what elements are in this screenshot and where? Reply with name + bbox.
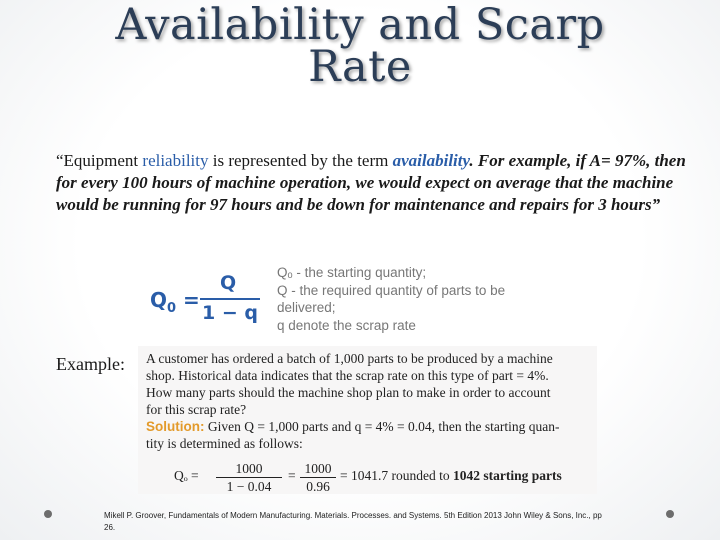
definition-line: Qₒ - the starting quantity; bbox=[277, 265, 427, 280]
formula-numerator: Q bbox=[220, 272, 237, 294]
problem-line: for this scrap rate? bbox=[146, 402, 247, 417]
calc-fraction-1-denominator: 1 − 0.04 bbox=[216, 477, 282, 495]
calc-result bbox=[340, 467, 562, 484]
example-image bbox=[138, 346, 597, 494]
definition-line: Q - the required quantity of parts to be bbox=[277, 282, 506, 298]
solution-calculation bbox=[146, 460, 594, 494]
calc-fraction-1 bbox=[216, 460, 282, 495]
quote-open: “Equipment bbox=[56, 151, 143, 170]
calc-fraction-2-numerator: 1000 bbox=[304, 461, 332, 476]
formula-equals: = bbox=[183, 288, 200, 312]
definition-line: delivered; bbox=[277, 300, 336, 315]
bullet-right-icon bbox=[666, 510, 674, 518]
calc-lhs: Qₒ = bbox=[174, 468, 199, 483]
calc-equals: = bbox=[288, 468, 296, 483]
definition-line: q denote the scrap rate bbox=[277, 317, 416, 333]
calc-result-plain: = 1041.7 rounded to bbox=[340, 468, 453, 483]
slide-title bbox=[0, 0, 720, 92]
formula-lhs bbox=[150, 288, 200, 316]
solution-label: Solution: bbox=[146, 419, 205, 434]
citation: Mikell P. Groover, Fundamentals of Modern Manufacturing. Materials. Processes. and Systems. 5th Edition 2013 John Wiley & Sons, Inc., pp 26. bbox=[104, 511, 602, 532]
quote-rest: . For example, if A= 97%, then for every 100 hours of machine operation, we would expect on average that the machine would be running for 97 hours and be down for maintenance and repairs for 3 hours” bbox=[56, 151, 686, 214]
problem-line: A customer has ordered a batch of 1,000 parts to be produced by a machine bbox=[146, 351, 553, 366]
formula-denominator: 1 − q bbox=[202, 302, 258, 324]
calc-result-bold: 1042 starting parts bbox=[452, 468, 562, 483]
formula-lhs-symbol: Q bbox=[150, 288, 168, 312]
scrap-formula bbox=[150, 272, 260, 326]
title-line-1: Availability and Scarp bbox=[115, 0, 605, 50]
problem-line: How many parts should the machine shop plan to make in order to account bbox=[146, 385, 551, 400]
bullet-left-icon bbox=[44, 510, 52, 518]
calc-fraction-2-denominator: 0.96 bbox=[300, 477, 336, 495]
definition-quote bbox=[56, 150, 686, 216]
calc-fraction-1-numerator: 1000 bbox=[235, 461, 263, 476]
formula-lhs-subscript: 0 bbox=[167, 301, 177, 316]
solution-text: Given Q = 1,000 parts and q = 4% = 0.04, then the starting quan- bbox=[204, 419, 560, 434]
solution-line-2: tity is determined as follows: bbox=[146, 436, 303, 451]
problem-line: shop. Historical data indicates that the scrap rate on this type of part = 4%. bbox=[146, 368, 549, 383]
example-label: Example: bbox=[56, 354, 125, 374]
availability-term: availability bbox=[392, 151, 470, 170]
reliability-term: reliability bbox=[142, 151, 209, 170]
example-problem bbox=[146, 350, 594, 452]
variable-definitions bbox=[277, 264, 537, 334]
solution-line-1 bbox=[146, 418, 594, 435]
quote-mid: is represented by the term bbox=[208, 151, 393, 170]
title-line-2: Rate bbox=[308, 42, 412, 92]
calc-fraction-2 bbox=[300, 460, 336, 495]
formula-fraction-bar bbox=[200, 298, 260, 300]
